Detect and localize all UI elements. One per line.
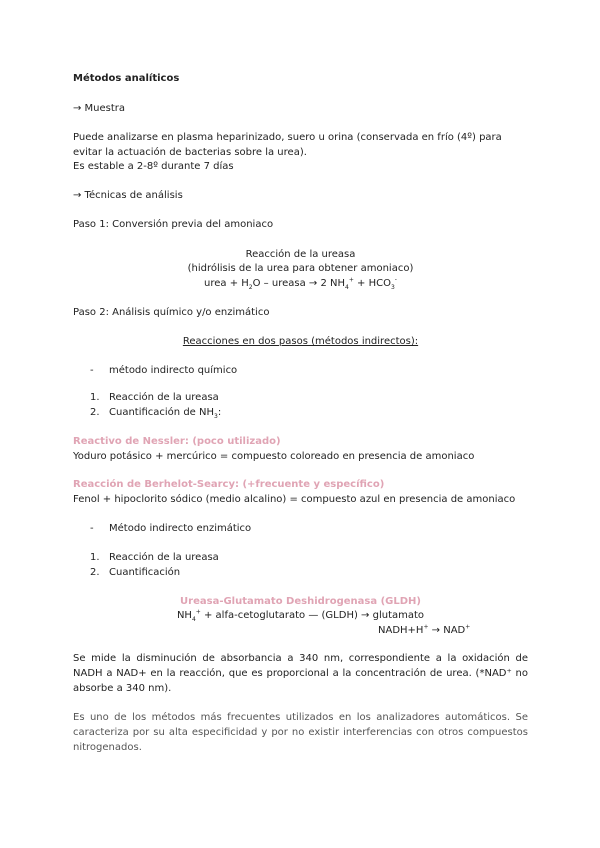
- paso2-text: Paso 2: Análisis químico y/o enzimático: [73, 307, 270, 318]
- item-number: 2.: [90, 407, 100, 418]
- numbered-item: [0, 405, 600, 420]
- nessler-heading: Reactivo de Nessler: (poco utilizado): [73, 436, 281, 447]
- dash-bullet: -: [90, 365, 94, 376]
- muestra-heading: → Muestra: [73, 103, 126, 114]
- subscript: 4: [344, 284, 349, 291]
- list-item-label: Método indirecto enzimático: [109, 523, 252, 534]
- numbered-item-label: Reacción de la ureasa: [109, 552, 219, 563]
- superscript: +: [423, 623, 429, 631]
- numbered-item: [0, 390, 600, 405]
- ureasa-subtitle: (hidrólisis de la urea para obtener amoniaco): [187, 263, 414, 274]
- gldh-equation-1: [73, 608, 528, 623]
- equation-part: → NAD: [428, 625, 466, 636]
- numbered-item-label: Cuantificación: [109, 567, 181, 578]
- absorbancia-paragraph: Se mide la disminución de absorbancia a 340 nm, correspondiente a la oxidación de NADH a NAD+ en la reacción, que es proporcional a la concentración de urea. (*NAD⁺ no absorbe a 340 nm).: [73, 653, 528, 694]
- item-number: 1.: [90, 552, 100, 563]
- subscript: 3: [214, 413, 218, 420]
- label-text: Cuantificación de NH: [109, 407, 214, 418]
- subscript: 4: [191, 616, 196, 623]
- item-number: 1.: [90, 392, 100, 403]
- list-item: [0, 363, 600, 378]
- gldh-equation-2: [73, 623, 528, 638]
- label-text: :: [217, 407, 222, 418]
- superscript: -: [394, 276, 397, 284]
- numbered-item: [0, 565, 600, 580]
- equation-part: NADH+H: [378, 625, 424, 636]
- reacciones-title-text: Reacciones en dos pasos (métodos indirectos):: [182, 336, 419, 347]
- item-number: 2.: [90, 567, 100, 578]
- berthelot-heading: Reacción de Berhelot-Searcy: (+frecuente y específico): [73, 479, 385, 490]
- equation-part: urea + H: [204, 278, 249, 289]
- equation-part: NH: [176, 610, 192, 621]
- muestra-paragraph: Puede analizarse en plasma heparinizado, suero u orina (conservada en frío (4º) para evitar la actuación de bacterias sobre la urea).: [73, 132, 502, 158]
- equation-part: O – ureasa → 2 NH: [252, 278, 345, 289]
- subscript: 2: [248, 284, 253, 291]
- equation-part: + HCO: [353, 278, 391, 289]
- superscript: +: [465, 623, 471, 631]
- page-title: Métodos analíticos: [73, 73, 180, 84]
- list-item: [0, 521, 600, 536]
- equation-part: + alfa-cetoglutarato — (GLDH) → glutamato: [200, 610, 425, 621]
- frecuentes-paragraph: Es uno de los métodos más frecuentes utilizados en los analizadores automáticos. Se caracteriza por su alta especificidad y por no existir interferencias con otros compuestos nitrogenados.: [73, 712, 528, 753]
- nessler-text: Yoduro potásico + mercúrico = compuesto coloreado en presencia de amoniaco: [73, 451, 475, 462]
- estabilidad-text: Es estable a 2-8º durante 7 días: [73, 161, 234, 172]
- list-item-label: método indirecto químico: [109, 365, 238, 376]
- tecnicas-heading: → Técnicas de análisis: [73, 190, 183, 201]
- reacciones-title: [73, 334, 528, 349]
- numbered-item-label: Reacción de la ureasa: [109, 392, 219, 403]
- berthelot-text: Fenol + hipoclorito sódico (medio alcalino) = compuesto azul en presencia de amoniaco: [73, 494, 516, 505]
- numbered-item: [0, 550, 600, 565]
- equation-block: [378, 623, 528, 638]
- paso1-text: Paso 1: Conversión previa del amoniaco: [73, 219, 274, 230]
- subscript: 3: [390, 284, 395, 291]
- ureasa-equation: [73, 276, 528, 291]
- numbered-item-label: [109, 405, 221, 420]
- ureasa-title: Reacción de la ureasa: [245, 249, 356, 260]
- gldh-heading: Ureasa-Glutamato Deshidrogenasa (GLDH): [180, 596, 421, 607]
- dash-bullet: -: [90, 523, 94, 534]
- superscript: +: [195, 608, 201, 616]
- superscript: +: [348, 276, 354, 284]
